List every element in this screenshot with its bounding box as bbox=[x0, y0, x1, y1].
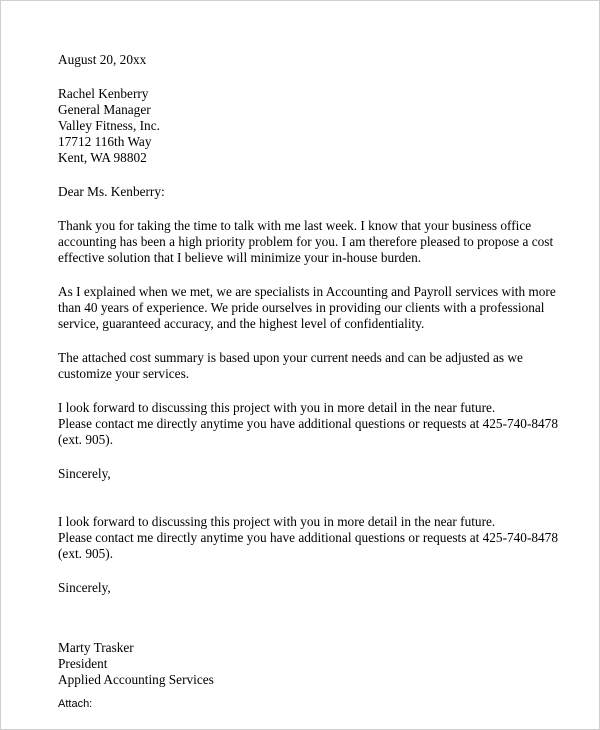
signer-name: Marty Trasker bbox=[58, 640, 134, 655]
paragraph-contact bbox=[58, 400, 558, 448]
signer-company: Applied Accounting Services bbox=[58, 672, 214, 687]
spacer bbox=[58, 68, 558, 86]
spacer bbox=[58, 332, 558, 350]
recipient-address bbox=[58, 86, 558, 166]
spacer bbox=[58, 166, 558, 184]
paragraph-line: Please contact me directly anytime you have additional questions or requests at 425-740-8478 bbox=[58, 416, 558, 431]
paragraph-line: As I explained when we met, we are specialists in Accounting and Payroll services with more bbox=[58, 284, 556, 299]
paragraph-experience bbox=[58, 284, 558, 332]
paragraph-line: I look forward to discussing this project with you in more detail in the near future. bbox=[58, 400, 496, 415]
paragraph-line: (ext. 905). bbox=[58, 546, 114, 561]
spacer bbox=[58, 562, 558, 580]
closing: Sincerely, bbox=[58, 466, 111, 481]
paragraph-line: than 40 years of experience. We pride ourselves in providing our clients with a professional bbox=[58, 300, 545, 315]
letter-body bbox=[58, 52, 558, 711]
paragraph-line: I look forward to discussing this project with you in more detail in the near future. bbox=[58, 514, 496, 529]
salutation: Dear Ms. Kenberry: bbox=[58, 184, 165, 199]
recipient-street: 17712 116th Way bbox=[58, 134, 152, 149]
spacer bbox=[58, 382, 558, 400]
paragraph-line: service, guaranteed accuracy, and the highest level of confidentiality. bbox=[58, 316, 425, 331]
spacer bbox=[58, 482, 558, 514]
recipient-company: Valley Fitness, Inc. bbox=[58, 118, 160, 133]
paragraph-cost-summary bbox=[58, 350, 558, 382]
recipient-name: Rachel Kenberry bbox=[58, 86, 149, 101]
spacer bbox=[58, 596, 558, 640]
attach-label: Attach: bbox=[58, 698, 93, 710]
spacer bbox=[58, 266, 558, 284]
letter-date: August 20, 20xx bbox=[58, 52, 147, 67]
paragraph-line: effective solution that I believe will minimize your in-house burden. bbox=[58, 250, 422, 265]
paragraph-intro bbox=[58, 218, 558, 266]
paragraph-line: customize your services. bbox=[58, 366, 190, 381]
paragraph-line: accounting has been a high priority problem for you. I am therefore pleased to propose a cost bbox=[58, 234, 554, 249]
paragraph-line: Thank you for taking the time to talk with me last week. I know that your business office bbox=[58, 218, 532, 233]
signature-block bbox=[58, 640, 558, 688]
spacer bbox=[58, 448, 558, 466]
spacer bbox=[58, 200, 558, 218]
paragraph-line: The attached cost summary is based upon your current needs and can be adjusted as we bbox=[58, 350, 523, 365]
signer-title: President bbox=[58, 656, 108, 671]
recipient-city: Kent, WA 98802 bbox=[58, 150, 147, 165]
paragraph-contact-repeat bbox=[58, 514, 558, 562]
recipient-title: General Manager bbox=[58, 102, 151, 117]
paragraph-line: Please contact me directly anytime you have additional questions or requests at 425-740-8478 bbox=[58, 530, 558, 545]
closing: Sincerely, bbox=[58, 580, 111, 595]
paragraph-line: (ext. 905). bbox=[58, 432, 114, 447]
